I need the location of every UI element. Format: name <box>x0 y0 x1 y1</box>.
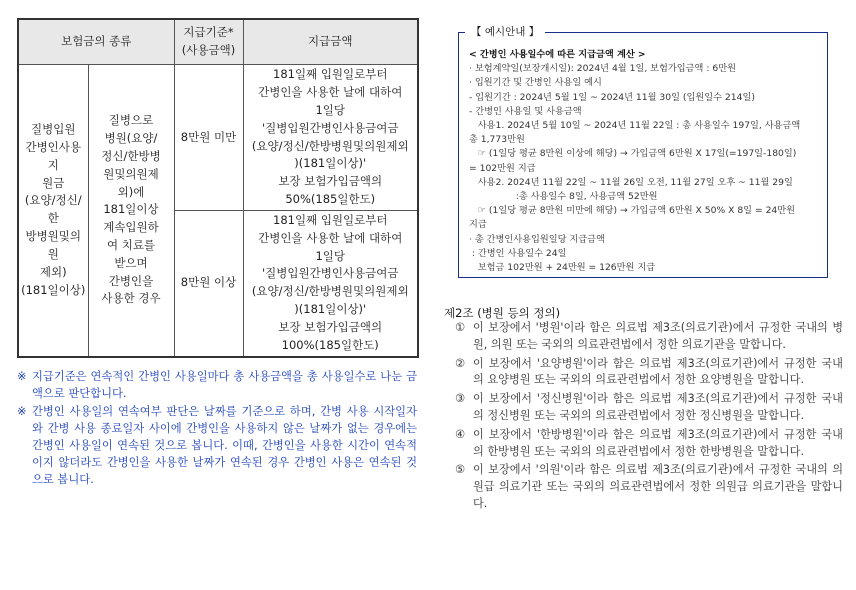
note-text: 간병인 사용일의 연속여부 판단은 날짜를 기준으로 하며, 간병 사용 시작일자와 간병 사용 종료일자 사이에 간병인을 사용하지 않은 날짜가 없는 경우에는 간병인 사용일이 연속된 것으로 봅니다. 이때, 간병인을 사용한 시간이 연속적이지 않더라도 간병인을 사용한 날짜가 연속된 경우 간병인 사용은 연속된 것으로 봅니다. <box>32 404 417 486</box>
article-items <box>455 320 843 515</box>
example-line: 지급 <box>469 219 487 231</box>
header-criterion: 지급기준* (사용금액) <box>174 19 243 65</box>
example-line: 사용2. 2024년 11월 22일 ~ 11월 26일 오전, 11월 27일 오후 ~ 11월 29일 <box>469 176 793 188</box>
header-amount: 지급금액 <box>243 19 418 65</box>
example-line: 보험금 102만원 + 24만원 = 126만원 지급 <box>469 262 656 274</box>
example-line: · 입원기간 및 간병인 사용일 예시 <box>469 77 602 89</box>
item-number: ⑤ <box>455 463 466 477</box>
criterion-cell: 8만원 미만 <box>174 65 243 211</box>
item-text: 이 보장에서 '의원'이라 함은 의료법 제3조(의료기관)에서 규정한 국내의 의원급 의료기관 또는 국외의 의료관련법에서 정한 의원급 의료기관을 말합니다. <box>473 463 843 510</box>
example-line: · 보험계약일(보장개시일): 2024년 4월 1일, 보험가입금액 : 6만원 <box>469 63 736 75</box>
table-header-row <box>18 19 418 65</box>
example-line: ☞ (1일당 평균 8만원 이상에 해당) → 가입금액 6만원 X 17일(=197일-180일) <box>469 148 797 160</box>
example-line: 사용1. 2024년 5월 10일 ~ 2024년 11월 22일 : 총 사용일수 197일, 사용금액 <box>469 120 801 132</box>
example-line: 총 1,773만원 <box>469 134 525 146</box>
list-item <box>455 391 843 425</box>
list-item <box>455 427 843 461</box>
example-line: - 간병인 사용일 및 사용금액 <box>469 105 582 117</box>
example-body <box>469 48 821 275</box>
amount-cell: 181일째 입원일로부터 간병인을 사용한 날에 대하여 1일당 '질병입원간병인사용금여금 (요양/정신/한방병원및의원제외 )(181일이상)' 보장 보험가입금액의 100%(185일한도) <box>243 211 418 357</box>
note-marker: ※ <box>17 404 27 418</box>
note-marker: ※ <box>17 370 27 383</box>
benefit-type-cell: 질병입원 간병인사용지 원금 (요양/정신/한 방병원및의원 제외) (181일이상) <box>18 65 88 357</box>
item-number: ③ <box>455 392 466 406</box>
list-item <box>455 462 843 512</box>
item-text: 이 보장에서 '정신병원'이라 함은 의료법 제3조(의료기관)에서 규정한 국내의 정신병원 또는 국외의 의료관련법에서 정한 정신병원을 말합니다. <box>473 392 843 422</box>
item-text: 이 보장에서 '한방병원'이라 함은 의료법 제3조(의료기관)에서 규정한 국내의 한방병원 또는 국외의 의료관련법에서 정한 한방병원을 말합니다. <box>473 427 843 458</box>
item-text: 이 보장에서 '병원'이라 함은 의료법 제3조(의료기관)에서 규정한 국내의 병원, 의원 또는 국외의 의료관련법에서 정한 의료기관을 말합니다. <box>473 321 843 351</box>
footnotes <box>17 369 417 490</box>
example-line: : 간병인 사용일수 24일 <box>469 247 567 259</box>
condition-cell: 질병으로 병원(요양/ 정신/한방병 원및의원제 외)에 181일이상 계속입원하 여 치료를 받으며 간병인을 사용한 경우 <box>88 65 174 357</box>
amount-cell: 181일째 입원일로부터 간병인을 사용한 날에 대하여 1일당 '질병입원간병인사용금여금 (요양/정신/한방병원및의원제외 )(181일이상)' 보장 보험가입금액의 50%(185일한도) <box>243 65 418 211</box>
benefit-table <box>17 18 419 358</box>
example-line: - 입원기간 : 2024년 5월 1일 ~ 2024년 11월 30일 (입원일수 214일) <box>469 91 755 103</box>
example-line: :총 사용일수 8일, 사용금액 52만원 <box>469 191 658 203</box>
note-text: 지급기준은 연속적인 간병인 사용일마다 총 사용금액을 총 사용일수로 나눈 금액으로 판단합니다. <box>32 370 417 400</box>
list-item <box>455 320 843 354</box>
footnote <box>17 404 417 489</box>
example-line: = 102만원 지급 <box>469 162 536 174</box>
example-heading: < 간병인 사용일수에 따른 지급금액 계산 > <box>469 49 646 60</box>
example-line: · 총 간병인사용입원일당 지급금액 <box>469 233 605 245</box>
footnote <box>17 369 417 403</box>
example-title: 【 예시안내 】 <box>465 24 545 39</box>
item-number: ① <box>455 321 466 334</box>
item-text: 이 보장에서 '요양병원'이라 함은 의료법 제3조(의료기관)에서 규정한 국내의 요양병원 또는 국외의 의료관련법에서 정한 요양병원을 말합니다. <box>473 356 843 387</box>
item-number: ② <box>455 356 466 370</box>
table-row <box>18 65 418 211</box>
article-title: 제2조 (병원 등의 정의) <box>444 306 561 320</box>
list-item <box>455 356 843 390</box>
example-box <box>458 26 828 278</box>
item-number: ④ <box>455 427 466 441</box>
header-benefit-type: 보험금의 종류 <box>18 19 174 65</box>
criterion-cell: 8만원 이상 <box>174 211 243 357</box>
example-line: ☞ (1일당 평균 8만원 미만에 해당) → 가입금액 6만원 X 50% X 8일 = 24만원 <box>469 205 796 217</box>
